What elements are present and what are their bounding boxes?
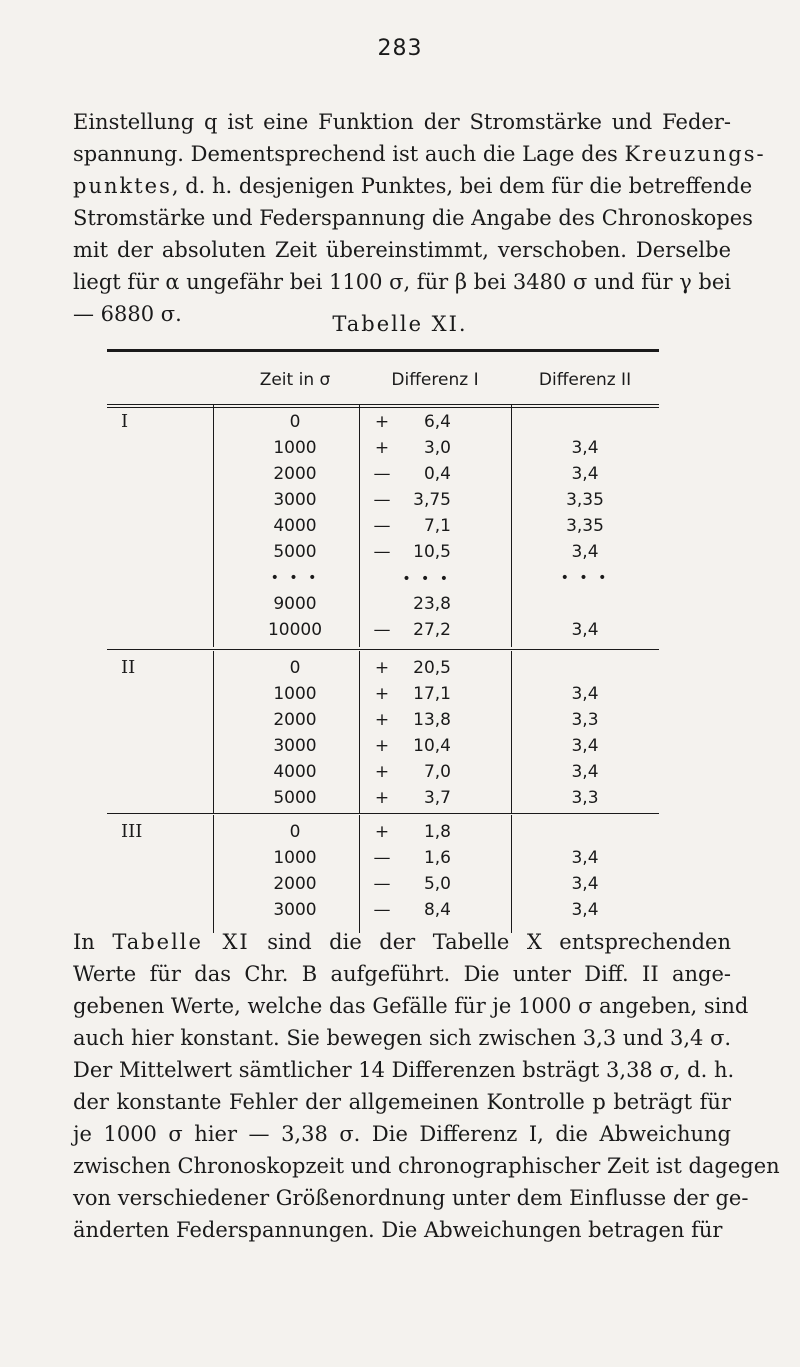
- column-divider: [213, 815, 214, 933]
- text-line: Stromstärke und Federspannung die Angabe des Chronoskopes: [73, 206, 753, 230]
- cell-differenz-2: 3,35: [566, 516, 604, 536]
- cell-differenz-2: 3,4: [571, 900, 599, 920]
- text-line: zwischen Chronoskopzeit und chronographischer Zeit ist dagegen: [73, 1154, 780, 1178]
- group-separator-rule: [107, 649, 659, 650]
- cell-zeit: 0: [289, 822, 301, 842]
- header-double-rule: [107, 404, 659, 408]
- cell-differenz-2: [511, 409, 659, 435]
- cell-zeit: 1000: [273, 438, 317, 458]
- cell-zeit: 3000: [273, 736, 317, 756]
- text-line: — 6880 σ.: [73, 302, 182, 326]
- cell-differenz-1: — 10,5: [373, 542, 451, 562]
- header-differenz-1: Differenz I: [391, 370, 479, 390]
- cell-differenz-2: 3,4: [571, 762, 599, 782]
- cell-differenz-1: — 1,6: [373, 848, 451, 868]
- cell-differenz-2: 3,4: [571, 542, 599, 562]
- cell-zeit: 3000: [273, 490, 317, 510]
- text-line: gebenen Werte, welche das Gefälle für je 1000 σ angeben, sind: [73, 994, 749, 1018]
- cell-differenz-1: + 7,0: [374, 762, 451, 782]
- spaced-word: punktes: [73, 174, 172, 198]
- cell-differenz-1: + 17,1: [374, 684, 451, 704]
- cell-differenz-1: + 10,4: [374, 736, 451, 756]
- text-line: Der Mittelwert sämtlicher 14 Differenzen bsträgt 3,38 σ, d. h.: [73, 1058, 735, 1082]
- cell-differenz-1: — 0,4: [373, 464, 451, 484]
- text-line: der konstante Fehler der allgemeinen Kontrolle p beträgt für: [73, 1090, 731, 1114]
- cell-differenz-2: 3,4: [571, 736, 599, 756]
- cell-zeit: • • •: [270, 570, 320, 586]
- text-line: auch hier konstant. Sie bewegen sich zwischen 3,3 und 3,4 σ.: [73, 1026, 732, 1050]
- cell-zeit: 4000: [273, 516, 317, 536]
- text-line: punktes, d. h. desjenigen Punktes, bei dem für die betreffende: [73, 174, 753, 198]
- cell-zeit: 5000: [273, 788, 317, 808]
- cell-differenz-1: — 27,2: [373, 620, 451, 640]
- cell-differenz-1: + 1,8: [374, 822, 451, 842]
- cell-differenz-2: 3,4: [571, 438, 599, 458]
- cell-differenz-2: 3,4: [571, 848, 599, 868]
- cell-differenz-1: — 8,4: [373, 900, 451, 920]
- cell-zeit: 3000: [273, 900, 317, 920]
- group-separator-rule: [107, 813, 659, 814]
- cell-zeit: 10000: [267, 620, 323, 640]
- text-line: je 1000 σ hier — 3,38 σ. Die Differenz I, die Abweichung: [73, 1122, 731, 1146]
- cell-zeit: 0: [289, 658, 301, 678]
- cell-differenz-2: 3,4: [571, 620, 599, 640]
- cell-zeit: 2000: [273, 874, 317, 894]
- cell-differenz-2: 3,35: [566, 490, 604, 510]
- cell-differenz-2: 3,4: [571, 464, 599, 484]
- table-title: Tabelle XI.: [332, 312, 468, 336]
- text-line: Einstellung q ist eine Funktion der Stromstärke und Feder-: [73, 110, 731, 134]
- text-line: spannung. Dementsprechend ist auch die Lage des Kreuzungs-: [73, 142, 766, 166]
- cell-differenz-2: 3,3: [571, 710, 599, 730]
- group-label: III: [121, 821, 143, 842]
- cell-zeit: 5000: [273, 542, 317, 562]
- cell-differenz-1: • • •: [402, 571, 451, 587]
- cell-zeit: 2000: [273, 464, 317, 484]
- cell-differenz-1: + 20,5: [374, 658, 451, 678]
- cell-zeit: 4000: [273, 762, 317, 782]
- paragraph-intro: [73, 106, 766, 330]
- cell-differenz-1: + 3,0: [374, 438, 451, 458]
- spaced-word: Kreuzungs-: [624, 142, 766, 166]
- header-zeit: Zeit in σ: [259, 370, 331, 390]
- cell-zeit: 1000: [273, 848, 317, 868]
- text-line: liegt für α ungefähr bei 1100 σ, für β bei 3480 σ und für γ bei: [73, 270, 732, 294]
- paragraph-discussion: [73, 926, 780, 1246]
- column-divider: [213, 405, 214, 647]
- cell-zeit: 1000: [273, 684, 317, 704]
- cell-differenz-2: [511, 655, 659, 681]
- cell-differenz-1: — 3,75: [373, 490, 451, 510]
- cell-zeit: 9000: [273, 594, 317, 614]
- cell-differenz-2: [511, 819, 659, 845]
- page-number: 283: [377, 36, 423, 61]
- spaced-word: Tabelle XI: [112, 930, 250, 954]
- cell-differenz-2: 3,3: [571, 788, 599, 808]
- text-line: mit der absoluten Zeit übereinstimmt, verschoben. Derselbe: [73, 238, 731, 262]
- cell-differenz-1: — 5,0: [373, 874, 451, 894]
- table-header-row: [107, 352, 659, 404]
- column-divider: [213, 651, 214, 813]
- cell-differenz-2: • • •: [560, 570, 610, 586]
- cell-differenz-2: 3,4: [571, 684, 599, 704]
- text-line: Werte für das Chr. B aufgeführt. Die unter Diff. II ange-: [73, 962, 731, 986]
- group-label: II: [121, 657, 136, 678]
- cell-zeit: 0: [289, 412, 301, 432]
- cell-differenz-1: 23,8: [413, 594, 451, 614]
- cell-zeit: 2000: [273, 710, 317, 730]
- cell-differenz-1: + 6,4: [374, 412, 451, 432]
- text-line: von verschiedener Größenordnung unter dem Einflusse der ge-: [73, 1186, 749, 1210]
- header-differenz-2: Differenz II: [538, 370, 632, 390]
- cell-differenz-1: + 13,8: [374, 710, 451, 730]
- text-line: In Tabelle XI sind die der Tabelle X entsprechenden: [73, 930, 731, 954]
- cell-differenz-1: — 7,1: [373, 516, 451, 536]
- text-line: änderten Federspannungen. Die Abweichungen betragen für: [73, 1218, 723, 1242]
- cell-differenz-2: 3,4: [571, 874, 599, 894]
- cell-differenz-2: [511, 591, 659, 617]
- group-label: I: [121, 411, 129, 432]
- cell-differenz-1: + 3,7: [374, 788, 451, 808]
